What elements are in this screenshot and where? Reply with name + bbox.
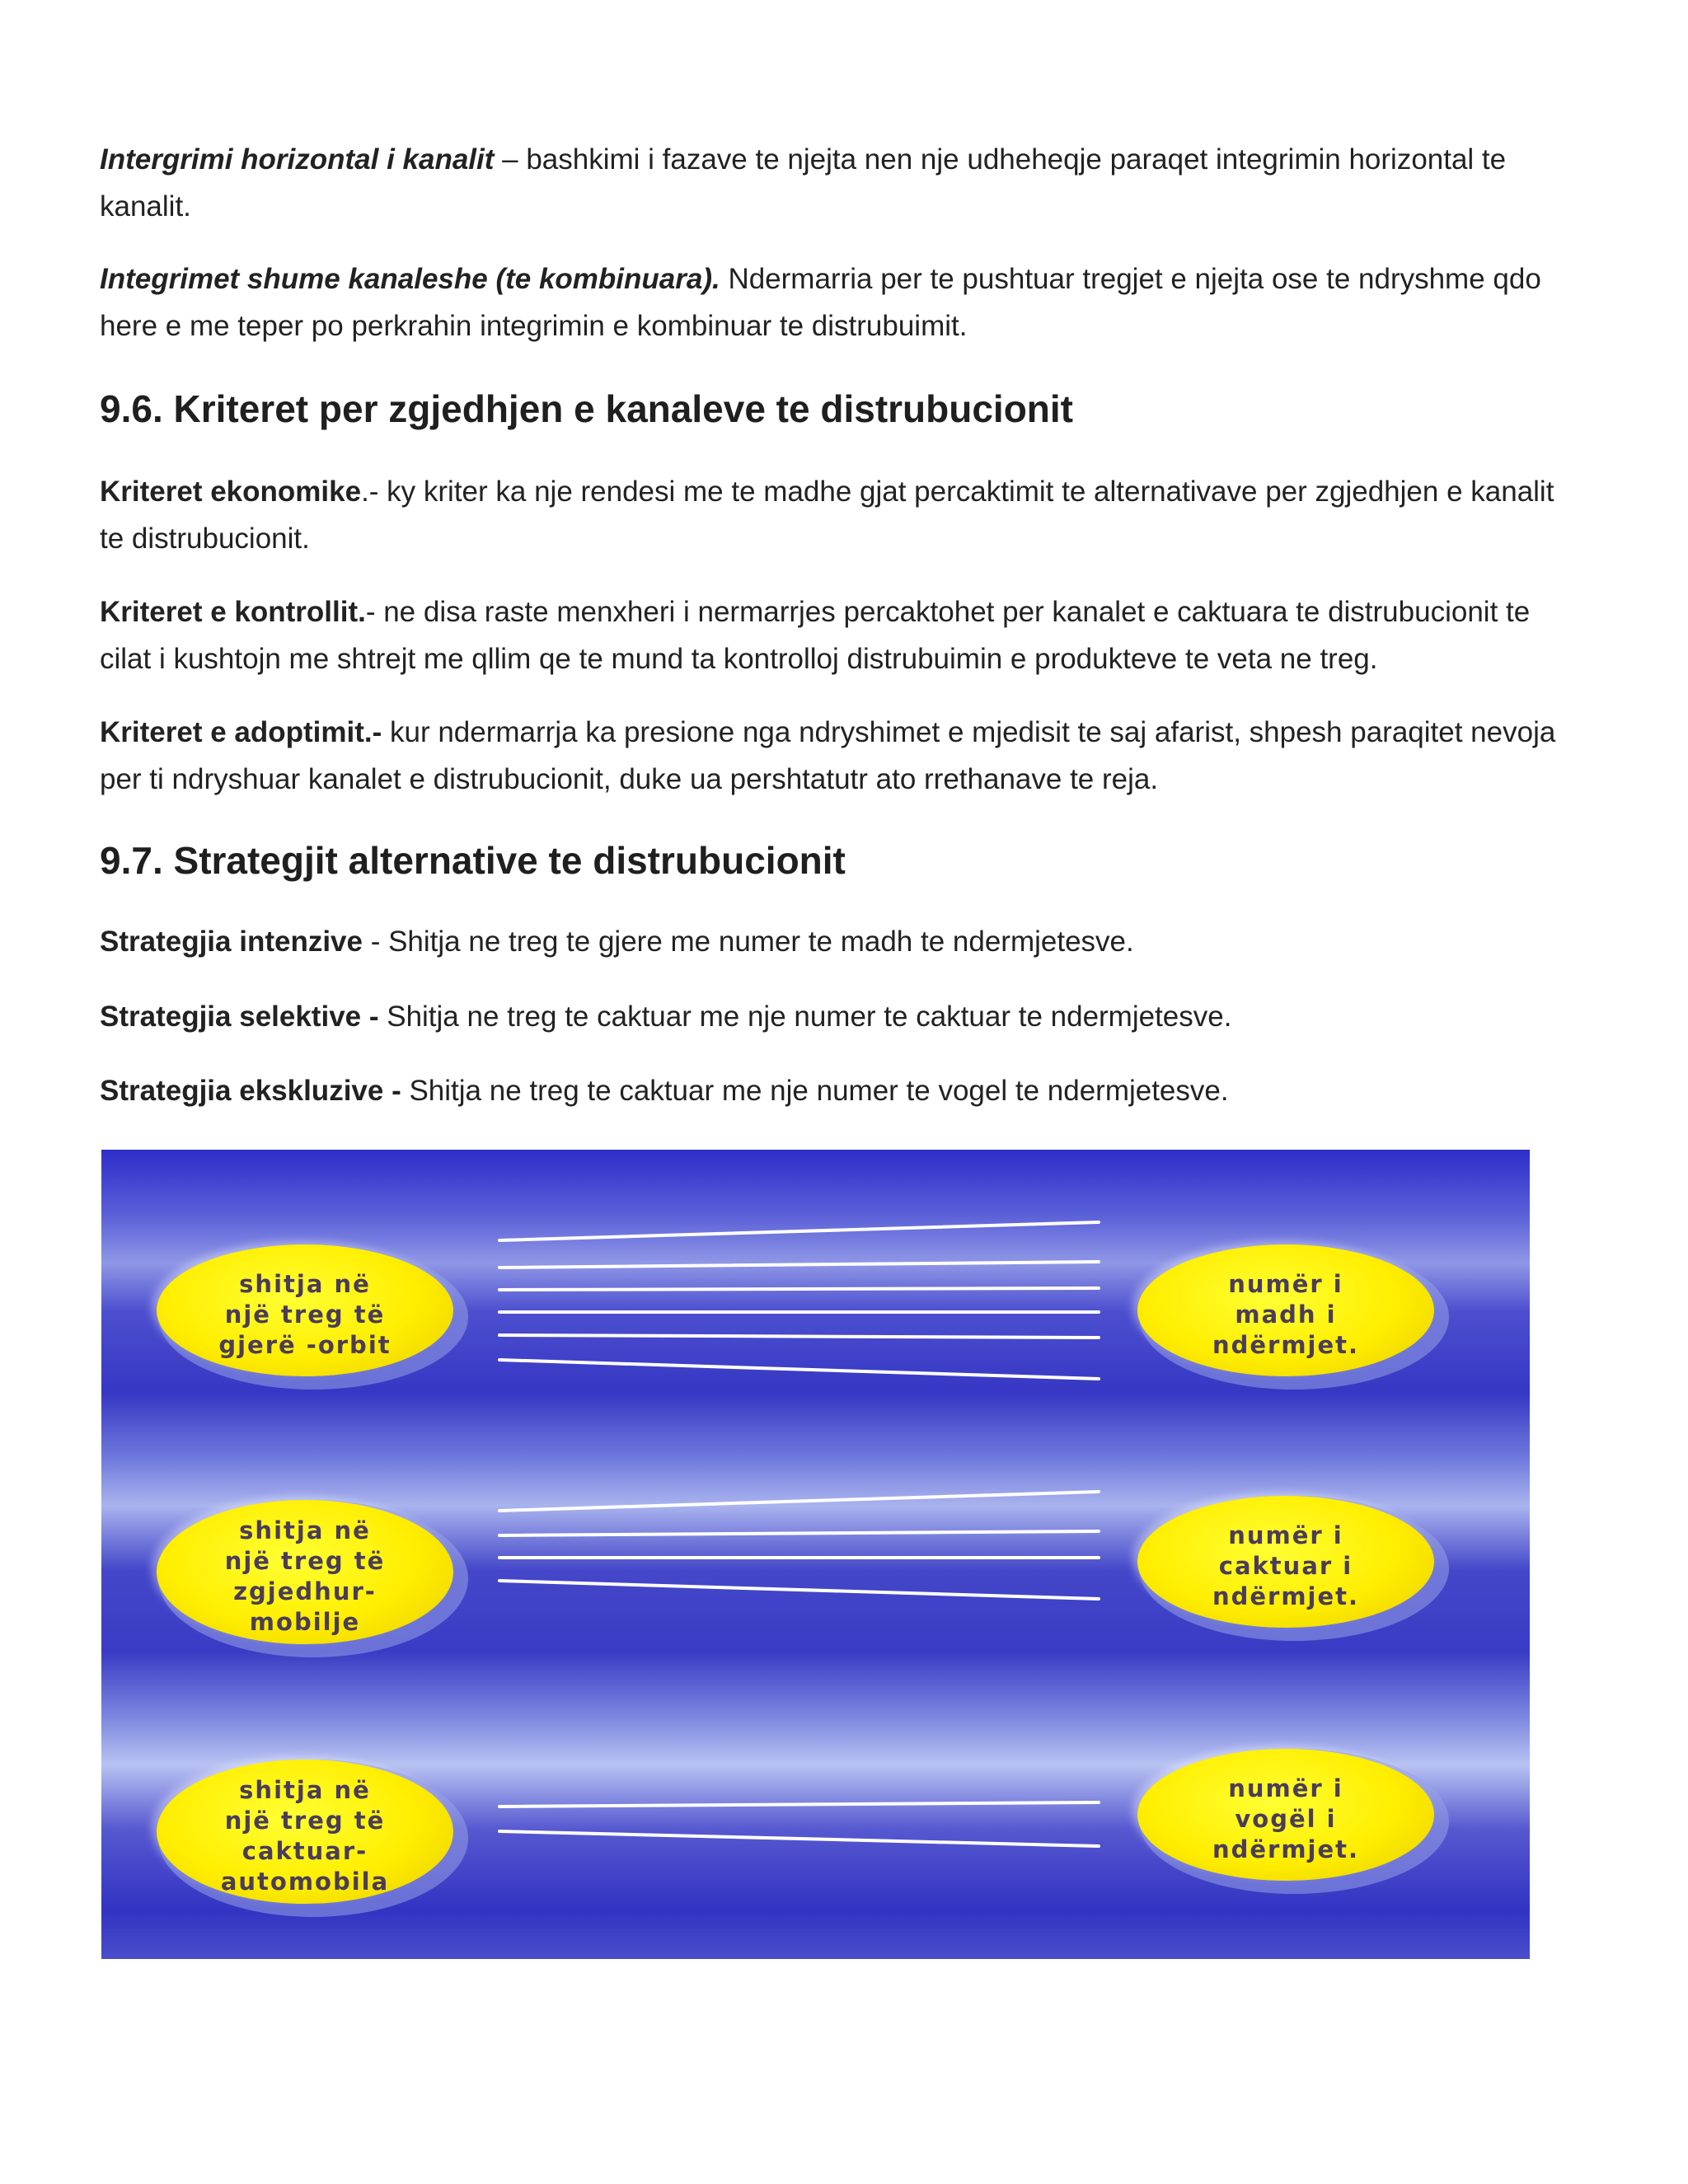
bubble-small-intermediaries <box>1137 1749 1434 1881</box>
connector-line <box>499 1360 1099 1379</box>
strategy-lead: Strategjia selektive - <box>100 1001 379 1033</box>
criteria-text: - ne disa raste menxheri i nermarrjes percaktohet per kanalet e caktuara te distrubucionit te cilat i kushtojn me shtrejt me qllim qe te mund ta kontrolloj distrubuimin e produkteve te veta ne treg. <box>100 596 1531 675</box>
connector-line <box>499 1222 1099 1240</box>
strategy-exclusive <box>100 1067 1583 1114</box>
criteria-adoption <box>100 709 1583 803</box>
strategy-text: - Shitja ne treg te gjere me numer te madh te ndermjetesve. <box>362 926 1134 958</box>
term-horizontal-integration: Intergrimi horizontal i kanalit <box>100 143 495 176</box>
connector-line <box>499 1581 1099 1599</box>
bubble-label: shitja në një treg të zgjedhur- mobilje <box>224 1516 386 1636</box>
criteria-economic <box>100 468 1583 562</box>
criteria-control <box>100 588 1583 682</box>
strategy-selective <box>100 993 1583 1040</box>
section-heading-9-6: 9.6. Kriteret per zgjedhjen e kanaleve te distrubucionit <box>100 387 1073 430</box>
bubble-label: numër i vogël i ndërmjet. <box>1212 1774 1360 1863</box>
term-multichannel-integration: Integrimet shume kanaleshe (te kombinuara). <box>100 263 720 295</box>
connector-line <box>499 1288 1099 1290</box>
definition-text: – bashkimi i fazave te njejta nen nje udheheqje paraqet integrimin horizontal te kanalit. <box>100 143 1507 223</box>
criteria-lead: Kriteret e adoptimit.- <box>100 716 382 748</box>
bubble-label: numër i madh i ndërmjet. <box>1212 1269 1360 1359</box>
bubble-specific-intermediaries <box>1137 1496 1434 1628</box>
paragraph-horizontal-integration <box>100 136 1583 230</box>
distribution-strategy-diagram <box>101 1150 1530 1959</box>
criteria-lead: Kriteret e kontrollit. <box>100 596 366 628</box>
connector-line <box>499 1802 1099 1807</box>
bubble-selected-market <box>157 1500 453 1644</box>
bubble-label: shitja në një treg të caktuar- automobila <box>220 1775 390 1896</box>
strategy-intensive <box>100 918 1583 965</box>
strategy-text: Shitja ne treg te caktuar me nje numer te vogel te ndermjetesve. <box>401 1075 1229 1107</box>
connector-line <box>499 1335 1099 1338</box>
connector-line <box>499 1831 1099 1846</box>
criteria-lead: Kriteret ekonomike <box>100 476 362 508</box>
connector-line <box>499 1492 1099 1511</box>
criteria-text: kur ndermarrja ka presione nga ndryshimet e mjedisit te saj afarist, shpesh paraqitet nevoja per ti ndryshuar kanalet e distrubucionit, duke ua pershtatutr ato rrethanave te reja. <box>100 716 1556 795</box>
bubble-wide-market <box>157 1244 453 1376</box>
bubble-label: shitja në një treg të gjerë -orbit <box>218 1269 392 1359</box>
definition-text: Ndermarria per te pushtuar tregjet e njejta ose te ndryshme qdo here e me teper po perkrahin integrimin e kombinuar te distrubuimit. <box>100 263 1541 342</box>
connector-line <box>499 1262 1099 1268</box>
strategy-text: Shitja ne treg te caktuar me nje numer te caktuar te ndermjetesve. <box>378 1001 1232 1033</box>
bubble-label: numër i caktuar i ndërmjet. <box>1212 1521 1360 1610</box>
strategy-lead: Strategjia ekskluzive - <box>100 1075 401 1107</box>
bubble-specific-market <box>157 1760 453 1904</box>
connector-line <box>499 1531 1099 1535</box>
paragraph-multichannel-integration <box>100 255 1583 349</box>
section-heading-9-7: 9.7. Strategjit alternative te distrubucionit <box>100 839 846 882</box>
strategy-lead: Strategjia intenzive <box>100 926 363 958</box>
bubble-large-intermediaries <box>1137 1244 1434 1376</box>
criteria-text: .- ky kriter ka nje rendesi me te madhe gjat percaktimit te alternativave per zgjedhjen e kanalit te distrubucionit. <box>100 476 1554 555</box>
